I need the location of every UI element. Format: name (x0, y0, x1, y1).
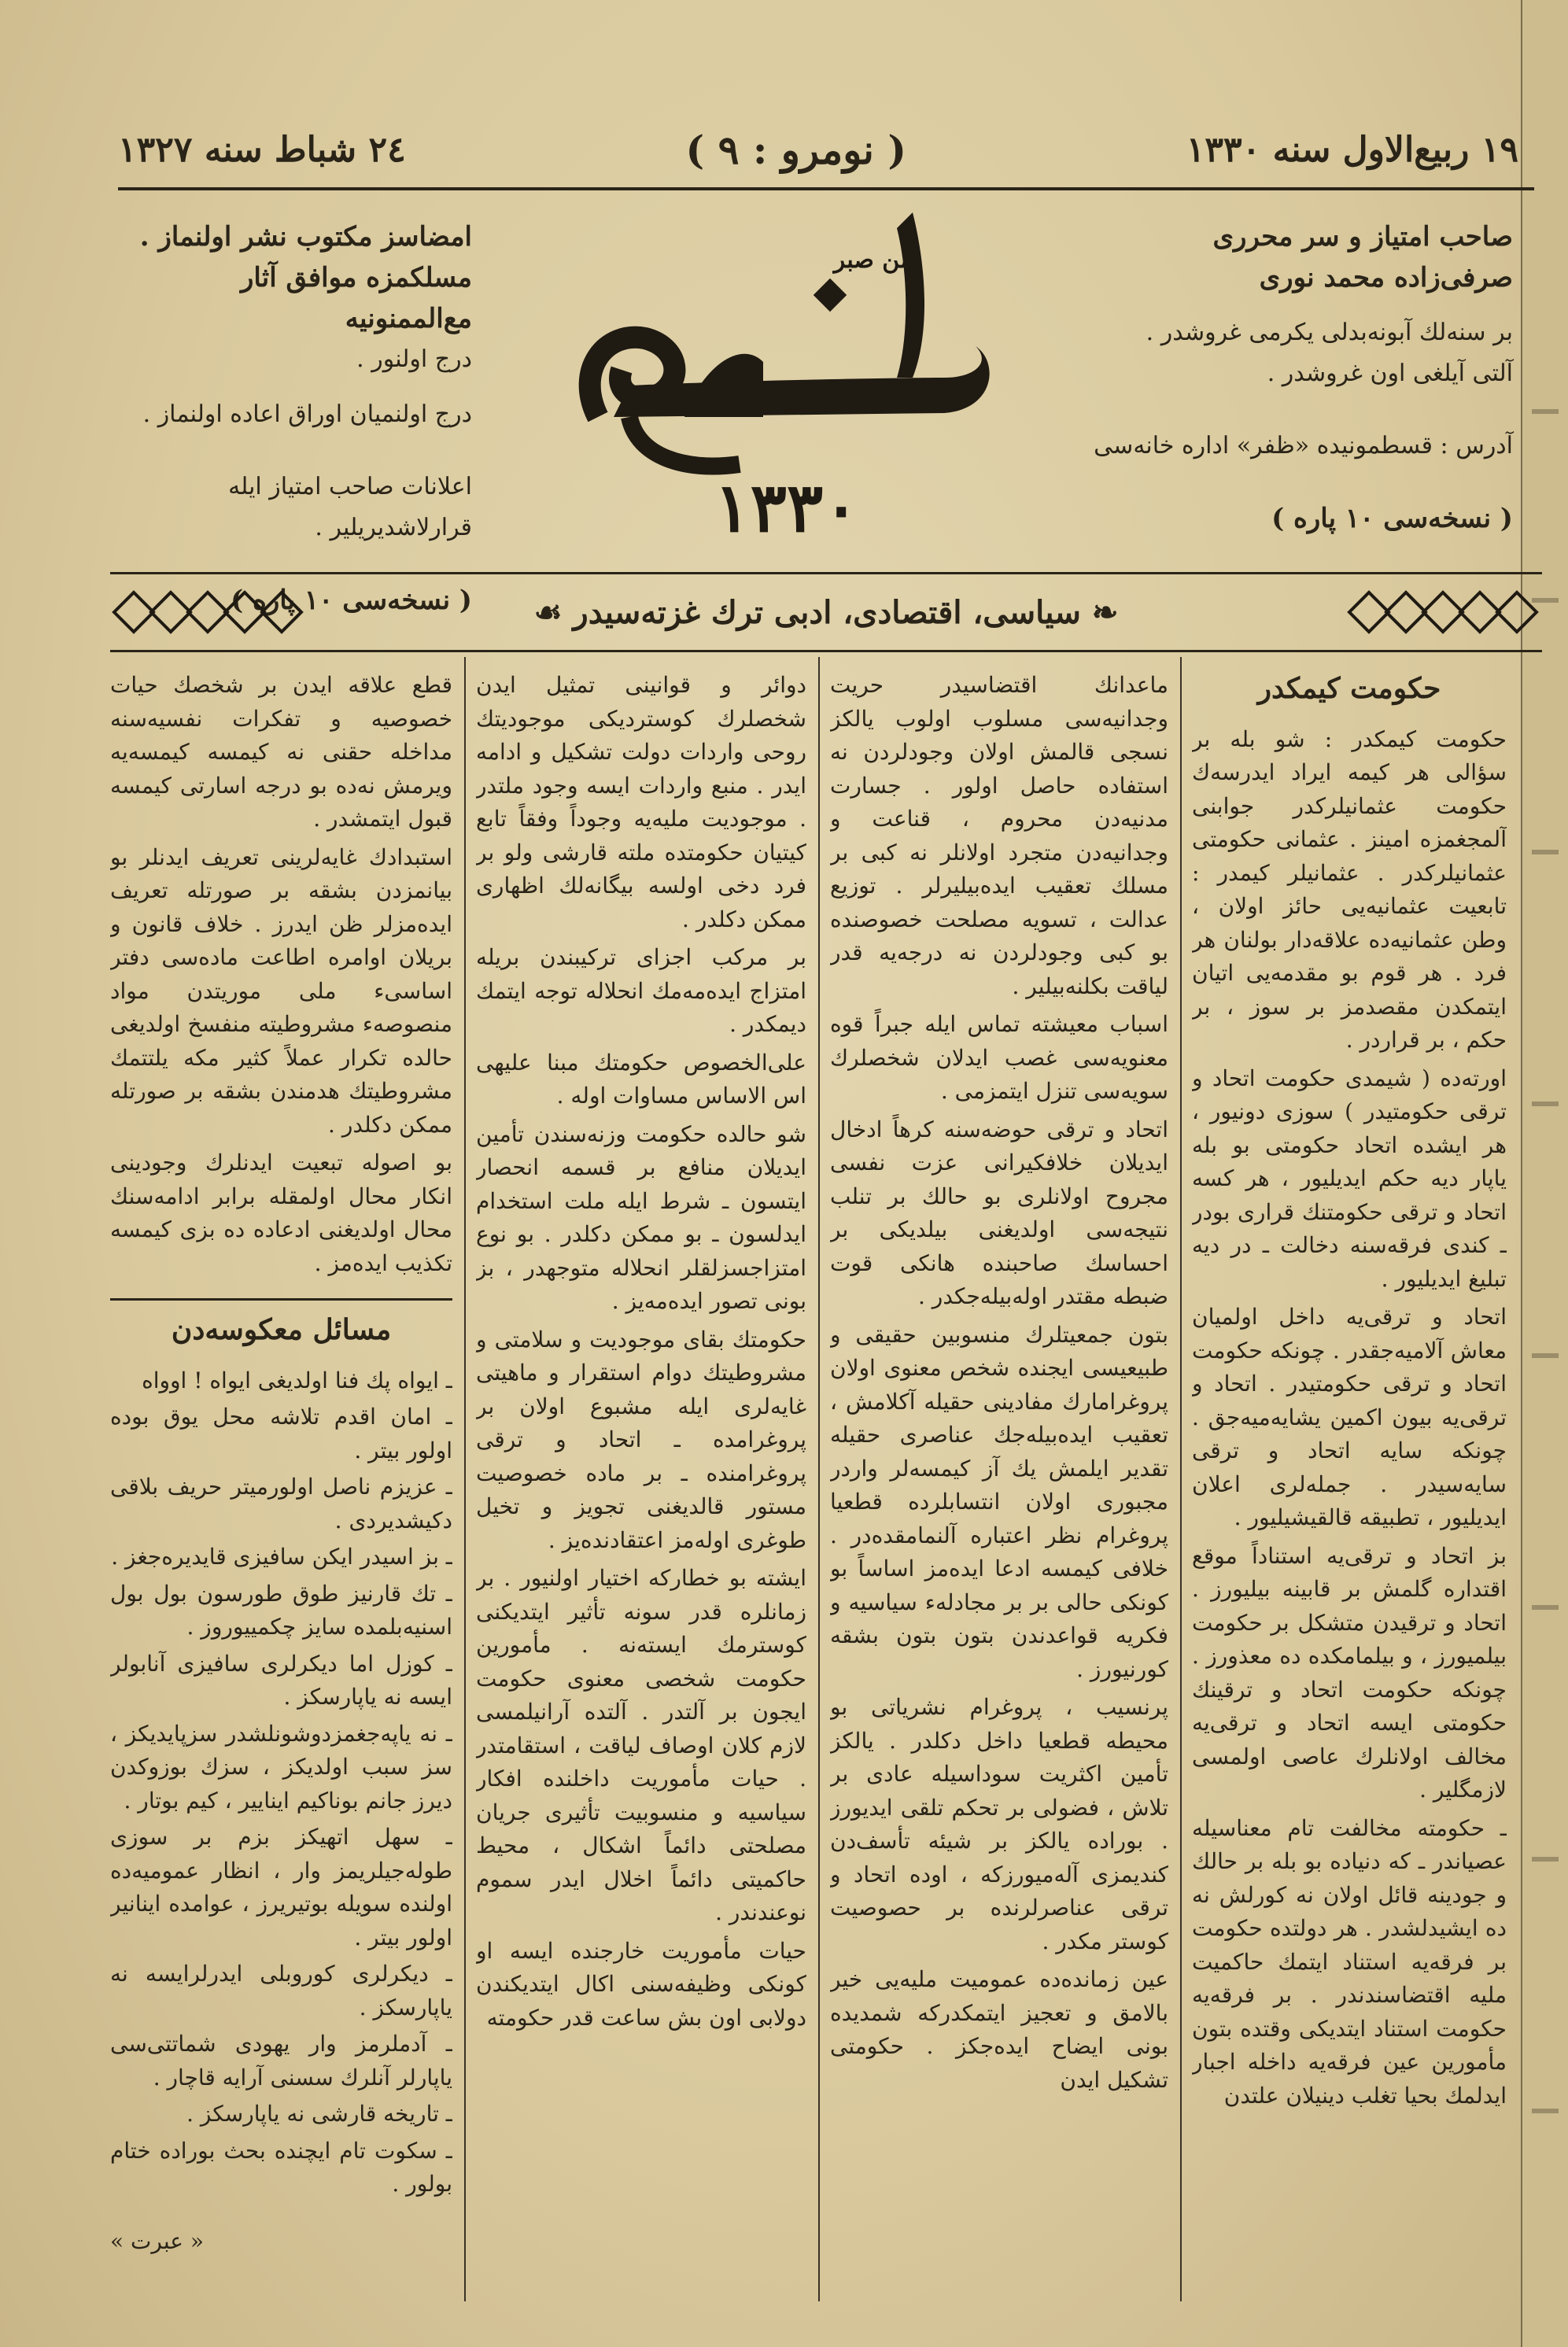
paragraph: اسباب معیشته تماس ایله جبراً قوه معنویه‌سی غصب ایدلان شخصلرك سویه‌سی تنزل ایتمزمی . (830, 1011, 1168, 1104)
owner-label: صاحب امتیاز و سر محرری (1212, 221, 1513, 253)
paragraph: حیات مأموریت خارجنده ایسه او کونکی وظیفه‌سنی اکال ایتدیکندن دولابی اون بش ساعت قدر حکومته (476, 1937, 806, 2031)
subtitle (307, 594, 1345, 631)
article-column-4 (110, 669, 452, 1290)
rumi-date: ٢٤ شباط سنه ١٣٢٧ (118, 129, 406, 170)
article-column-5 (110, 1310, 452, 2297)
note-returned: درج اولنمیان اوراق اعاده اولنماز . (142, 400, 472, 428)
article-column-1 (1192, 669, 1507, 2297)
paragraph: بو اصوله تبعیت ایدنلرك وجودینی انکار محال اولمقله برابر ادامه‌سنك محال اولدیغنی ادعاده ده بزی کیمسه تکذیب ایده‌مز . (110, 1150, 452, 1276)
publisher-info (1072, 216, 1513, 539)
masthead-rule-bottom (110, 650, 1542, 652)
dialogue-line: ـ نه یاپه‌جغمزدوشونلشدر سزپایدیکز ، سز سبب اولدیکز ، سزك بوزوکدن دیرز جانم بوناکیم ایناییر ، کیم بوتار . (110, 1720, 452, 1814)
dateline (118, 118, 1518, 181)
article-title: مسائل معکوسه‌دن (171, 1313, 392, 1346)
subscription-halfyear: آلتی آیلغی اون غروشدر . (1267, 360, 1513, 387)
dialogue-line: ـ سهل اتهیکز بزم بر سوزی طوله‌جیلریمز وار ، انظار عمومیه‌ده اولنده سویله بوتیریرز ، عوامده اینانیر اولور بیتر . (110, 1824, 452, 1950)
fleuron-icon: ❧ (1080, 593, 1119, 631)
subscription-yearly: بر سنه‌لك آبونه‌بدلی یکرمی غروشدر . (1146, 319, 1513, 346)
ornament-right (1345, 589, 1542, 636)
paragraph: ـ حکومته مخالفت تام معناسیله عصیاندر ـ که دنیاده بو بله بر حالك و جودینه قائل اولان نه کورلش نه ده ایشیدلشدر . هر دولتده حکومت بر فرقه‌یه استناد ایتمك حاکمیت ملیه اقتضاسندندر . بر فرقه‌یه حکومت استناد ایتدیکی وقتده بتون مأمورین عین فرقه‌یه داخله اجبار ایدلمك بحیا تغلب دینیلان علتدن (1192, 1814, 1507, 2109)
price-left: ( نسخه‌سی ١٠ پاره ) (231, 585, 472, 616)
paragraph: ایشته بو خطارکه اختیار اولنیور . بر زمانلره قدر سونه تأثیر ایتدیکنی کوسترمك ایسته‌نه . مأمورین حکومت شخصی معنوی حکومت ایجون بر آلتدر . آلتده آرانیلمسی لازم کلان اوصاف لیاقت ، استقامتدر . حیات مأموریت داخلنده افکار سیاسیه و منسوبیت تأثیری جریان مصلحتی دائماً اشکال ، محیط حاکمیتی دائماً اخلال ایدر سموم نوعندندر . (476, 1565, 806, 1925)
section-rule (110, 1298, 452, 1301)
paragraph: قطع علاقه ایدن بر شخصك حیات خصوصیه و تفکرات نفسیه‌سنه مداخله حقنی نه کیمسه کیمسه‌یه ویرمش نه‌ده بو درجه اسارتی کیمسه قبول ایتمشدر . (110, 672, 452, 832)
dialogue-line: ـ عزیزم ناصل اولورمیتر حریف بلاقی دکیشدیردی . (110, 1474, 452, 1533)
paragraph: بز اتحاد و ترقی‌یه استناداً موقع اقتداره گلمش بر قابینه بیلیورز . اتحاد و ترقیدن متشکل بر حکومت بیلمیورز ، و بیلمامکده ده معذورز . چونکه حکومت اتحاد و ترقینك حکومتی ایسه اتحاد و ترقی‌یه مخالف اولانلرك عاصی اولمسی لازمگلیر . (1192, 1542, 1507, 1803)
subtitle-bar (110, 577, 1542, 648)
paragraph: اتحاد و ترقی حوضه‌سنه کرهاً ادخال ایدیلان خلافکیرانی عزت نفسی مجروح اولانلری بو حالك بر تنلب نتیجه‌سی اولدیغنی بیلدیکی بر احساسك صاحبنده هانکی قوت ضبطه مقتدر اوله‌بیله‌جکدر . (830, 1116, 1168, 1309)
paragraph: علی‌الخصوص حکومتك مبنا علیهی اس الاساس مساوات اوله . (476, 1049, 806, 1109)
fleuron-icon: ☙ (533, 593, 574, 631)
dialogue-line: ـ سکوت تام ایچنده بحث بوراده ختام بولور . (110, 2137, 452, 2197)
dialogue-line: ـ بز اسیدر ایکن سافیزی قایدیره‌جغز . (111, 1544, 452, 1570)
dialogue-line: ـ آدملرمز وار یهودی شماتتی‌سی یاپارلر آنلرك سسنی آرایه قاچار . (110, 2031, 452, 2091)
note-unsigned: امضاسز مکتوب نشر اولنماز . (139, 221, 472, 253)
dialogue-line: ـ امان اقدم تلاشه محل یوق بوده اولور بیتر . (110, 1404, 452, 1463)
paragraph: اورته‌ده ( شیمدی حکومت اتحاد و ترقی حکومتیدر ) سوزی دونیور ، هر ایشده اتحاد حکومتی بو بله یاپار دیه حکم ایدیلیور ، هر کسه اتحاد و ترقی حکومتنك قراری بودر ـ کندی فرقه‌سنه دخالت ـ در دیه تبلیغ ایدیلیور . (1192, 1065, 1507, 1292)
owner-name: صرفی‌زاده محمد نوری (1259, 262, 1513, 293)
ornament-left (110, 589, 307, 636)
paragraph: عین زمانده‌ده عمومیت ملیه‌یی خیر بالامق و تعجیز ایتمکدرکه شمدیده بونی ایضاح ایده‌جکز . حکومتی تشکیل ایدن (830, 1966, 1168, 2093)
paragraph: بتون جمعیتلرك منسوبین حقیقی و طبیعیسی ایجنده شخص معنوی اولان پروغرامارك مفادینی حقیله آکلامش ، تعقیب ایده‌بیله‌جك عناصری حقیله تقدیر ایلمش یك آز کیمسه‌لر واردر مجبوری اولان انتسابلرده قطعیا پروغرام نظر اعتباره آلنمامقده‌در . خلافی کیمسه ادعا ایده‌مز اساساً بو کونکی حالی بر بر مجادله‌ء سیاسیه و فکریه قواعدندن بتون بتون بشقه کورنیورز . (830, 1321, 1168, 1682)
issue-number: ( نومرو : ٩ ) (685, 126, 907, 173)
masthead-logo (504, 181, 1054, 543)
column-divider (1180, 657, 1182, 2301)
subtitle-text: سیاسی، اقتصادی، ادبی ترك غزته‌سیدر (573, 593, 1081, 631)
paragraph: پرنسیب ، پروغرام نشریاتی بو محیطه قطعیا داخل دکلدر . یالکز تأمین اکثریت سوداسیله عادی بر تلاش ، فضولی بر تحکم تلقی ایدیورز . بوراده یالکز بر شیئه تأسف‌دن کندیمزی آله‌میورزکه ، اوده اتحاد و ترقی عناصرلرنده بر حصوصیت کوستر مکدر . (830, 1694, 1168, 1954)
paragraph: ماعدانك اقتضاسیدر حریت وجدانیه‌سی مسلوب اولوب یالکز نسجی قالمش اولان وجودلردن نه استفاده حاصل اولور . جسارت مدنیه‌دن محروم ، قناعت و وجدانیه‌دن متجرد اولانلر نه کبی بر مسلك تعقیب ایده‌بیلیرلر . توزیع عدالت ، تسویه مصلحت خصوصنده بو کبی وجودلردن نه درجه‌یه قدر لیاقت بکلنه‌بیلیر . (830, 672, 1168, 999)
note-compatible: مسلکمزه موافق آثار مع‌الممنونیه (241, 262, 472, 334)
editorial-notes (126, 216, 472, 621)
note-published: درج اولنور . (356, 345, 472, 373)
paragraph: شو حالده حکومت وزنه‌سندن تأمین ایدیلان منافع بر قسمه انحصار ایتسون ـ شرط ایله ملت استخدام ایدلسون ـ بو ممکن دکلدر . بو نوع امتزاجسزلقلر انحلاله متوجهدر ، بز بونی تصور ایده‌مه‌یز . (476, 1120, 806, 1314)
dialogue-line: ـ دیکرلری کوروبلی ایدرلرایسه نه یاپارسکز . (110, 1961, 452, 2020)
note-ads: اعلانات صاحب امتیاز ایله قرارلاشدیریلیر . (228, 473, 472, 541)
paragraph: بر مرکب اجزای ترکیبندن بریله امتزاج ایده‌مه‌مك انحلاله توجه ایتمك دیمکدر . (476, 944, 806, 1037)
article-title: حکومت کیمکدر (1257, 672, 1441, 705)
dialogue-line: ـ ایواه پك فنا اولدیغی ایواه ! اوواه (142, 1367, 452, 1393)
masthead-rule-top (110, 572, 1542, 574)
masthead-year: ١٣٣٠ (714, 468, 860, 543)
dialogue-line: ـ تاریخه قارشی نه یاپارسکز . (186, 2101, 452, 2127)
paragraph: اتحاد و ترقی‌یه داخل اولمیان معاش آلامیه‌جقدر . چونکه حکومت اتحاد و ترقی حکومتیدر . اتحاد و ترقی‌یه بیون اکمین یشایه‌میه‌جق . چونکه سایه اتحاد و ترقی سایه‌سیدر . جمله‌لری اعلان ایدیلیور ، تطبیقه قالقیشیلیور . (1192, 1304, 1507, 1530)
adjacent-page-edge (1521, 0, 1568, 2347)
column-divider (818, 657, 820, 2301)
paragraph: استبدادك غایه‌لرینی تعریف ایدنلر بو بیانمزدن بشقه بر صورتله تعریف ایده‌مزلر ظن ایدرز . خلاف قانون و بریلان اوامره اطاعت ماده‌سی دفتر اساسی‌ء ملی موریتدن مواد منصوصه‌ء مشروطیته منفسخ اولدیغی حالده تکرار عملاً کثیر مکه یلتتمك مشروطیتك هدمندن بشقه بر صورتله ممکن دکلدر . (110, 843, 452, 1138)
signature: « عبرت » (110, 2227, 205, 2254)
masthead-motto: من صبر (833, 246, 913, 274)
article-column-3 (476, 669, 806, 2297)
paragraph: دوائر و قوانینی تمثیل ایدن شخصلرك کوستردیکی موجودیتك روحی واردات دولت تشکیل و ادامه ایدر . منبع واردات ایسه وجود ملتدر . موجودیت ملیه‌یه وجوداً وفقاً تابع کیتیان حکومتده ملته قارشی ولو بر فرد دخی اولسه بیگانه‌لك اظهاری ممکن دکلدر . (476, 672, 806, 932)
masthead-title: ظفر (771, 371, 787, 380)
dialogue-line: ـ تك قارنیز طوق طورسون بول بول اسنیه‌بلمده سایز چکمییوروز . (110, 1580, 452, 1640)
dialogue-line: ـ کوزل اما دیکرلری سافیزی آنابولر ایسه نه یاپارسکز . (110, 1650, 452, 1710)
address: آدرس : قسطمونیده «ظفر» اداره خانه‌سی (1094, 432, 1513, 459)
price-right: ( نسخه‌سی ١٠ پاره ) (1271, 503, 1513, 534)
paragraph: حکومت کیمکدر : شو بله بر سؤالی هر کیمه ایراد ایدرسه‌ك حکومت عثمانیلرکدر جوابنی آلمجغمزه امینز . عثمانی حکومتی عثمانیلرکدر . عثمانیلر کیمدر : تابعیت عثمانیه‌یی حائز اولان ، وطن عثمانیه‌ده علاقه‌دار بولنان هر فرد . هر قوم بو مقدمه‌یی اتیان ایتمکدن مقصدمز بر سوز ، بر حکم ، بر قراردر . (1192, 725, 1507, 1053)
column-divider (464, 657, 466, 2301)
article-column-2 (830, 669, 1168, 2297)
paragraph: حکومتك بقای موجودیت و سلامتی و مشروطیتك دوام استقرار و ماهیتی غایه‌لری ایله مشبوع اولان بر پروغرامده ـ اتحاد و ترقی پروغرامنده ـ بر ماده خصوصیت مستور قالدیغنی تجویز و تخیل طوغری اوله‌مز اعتقادنده‌یز . (476, 1326, 806, 1553)
hijri-date: ١٩ ربیع‌الاول سنه ١٣٣٠ (1186, 129, 1518, 170)
